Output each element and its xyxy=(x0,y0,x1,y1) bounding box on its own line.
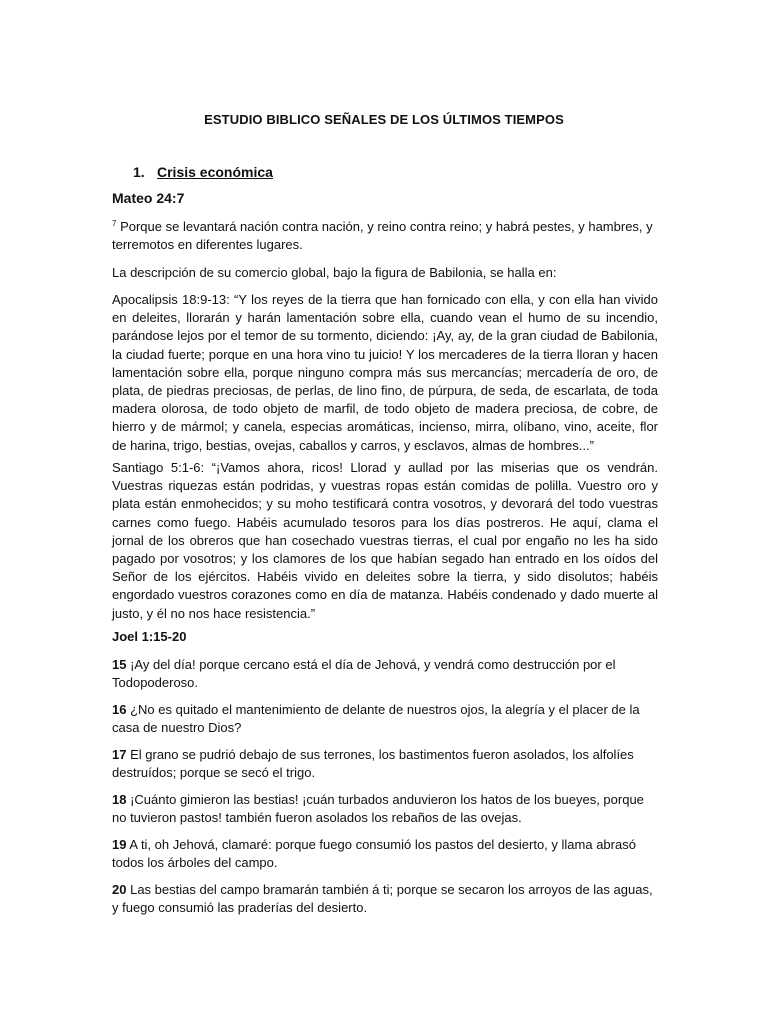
verse-number: 20 xyxy=(112,882,127,897)
verse-text: ¿No es quitado el mantenimiento de delante de nuestros ojos, la alegría y el placer de la casa de nuestro Dios? xyxy=(112,702,640,736)
verse-number: 15 xyxy=(112,657,127,672)
verse-text: ¡Ay del día! porque cercano está el día de Jehová, y vendrá como destrucción por el Todopoderoso. xyxy=(112,657,616,691)
verse-number: 16 xyxy=(112,702,127,717)
verse-text: A ti, oh Jehová, clamaré: porque fuego consumió los pastos del desierto, y llama abrasó todos los árboles del campo. xyxy=(112,837,636,871)
verse-number: 7 xyxy=(112,219,117,228)
verse-number: 17 xyxy=(112,747,127,762)
mateo-verse-text: Porque se levantará nación contra nación, y reino contra reino; y habrá pestes, y hambres, y terremotos en diferentes lugares. xyxy=(112,219,653,253)
verse-text: Las bestias del campo bramarán también á ti; porque se secaron los arroyos de las aguas, y fuego consumió las praderías del desierto. xyxy=(112,882,653,916)
mateo-verse xyxy=(112,218,658,254)
intro-paragraph: La descripción de su comercio global, bajo la figura de Babilonia, se halla en: xyxy=(112,265,557,280)
joel-verse-16 xyxy=(112,701,658,737)
apocalipsis-paragraph: Apocalipsis 18:9-13: “Y los reyes de la tierra que han fornicado con ella, y con ella han vivido en deleites, llorarán y harán lamentación sobre ella, cuando vean el humo de su incendio, parándose lejos por el temor de su tormento, diciendo: ¡Ay, ay, de la gran ciudad de Babilonia, la ciudad fuerte; porque en una hora vino tu juicio! Y los mercaderes de la tierra lloran y hacen lamentación sobre ella, porque ninguno compra más sus mercancías; mercadería de oro, de plata, de piedras preciosas, de perlas, de lino fino, de púrpura, de seda, de escarlata, de toda madera olorosa, de todo objeto de marfil, de todo objeto de madera preciosa, de cobre, de hierro y de mármol; y canela, especias aromáticas, incienso, mirra, olíbano, vino, aceite, flor de harina, trigo, bestias, ovejas, caballos y carros, y esclavos, almas de hombres...” xyxy=(112,292,658,453)
joel-verse-18 xyxy=(112,791,658,827)
section-heading xyxy=(133,164,273,180)
santiago-paragraph: Santiago 5:1-6: “¡Vamos ahora, ricos! Llorad y aullad por las miserias que os vendrán. Vuestras riquezas están podridas, y vuestras ropas están comidas de polilla. Vuestro oro y plata están enmohecidos; y su moho testificará contra vosotros, y devorará del todo vuestras carnes como fuego. Habéis acumulado tesoros para los días postreros. He aquí, clama el jornal de los obreros que han cosechado vuestras tierras, el cual por engaño no les ha sido pagado por vosotros; y los clamores de los que habían segado han entrado en los oídos del Señor de los ejércitos. Habéis vivido en deleites sobre la tierra, y sido disolutos; habéis engordado vuestros corazones como en día de matanza. Habéis condenado y dado muerte al justo, y él no nos hace resistencia.” xyxy=(112,460,658,621)
section-number: 1. xyxy=(133,164,145,180)
joel-verse-19 xyxy=(112,836,658,872)
document-title: ESTUDIO BIBLICO SEÑALES DE LOS ÚLTIMOS TIEMPOS xyxy=(204,112,564,127)
joel-reference: Joel 1:15-20 xyxy=(112,629,187,644)
mateo-reference: Mateo 24:7 xyxy=(112,190,185,206)
joel-verse-15 xyxy=(112,656,658,692)
joel-verse-17 xyxy=(112,746,658,782)
section-heading-text: Crisis económica xyxy=(157,164,273,180)
joel-verse-20 xyxy=(112,881,658,917)
verse-text: ¡Cuánto gimieron las bestias! ¡cuán turbados anduvieron los hatos de los bueyes, porque no tuvieron pastos! también fueron asolados los rebaños de las ovejas. xyxy=(112,792,644,826)
verse-number: 19 xyxy=(112,837,127,852)
verse-number: 18 xyxy=(112,792,127,807)
verse-text: El grano se pudrió debajo de sus terrones, los bastimentos fueron asolados, los alfolíes destruídos; porque se secó el trigo. xyxy=(112,747,634,781)
